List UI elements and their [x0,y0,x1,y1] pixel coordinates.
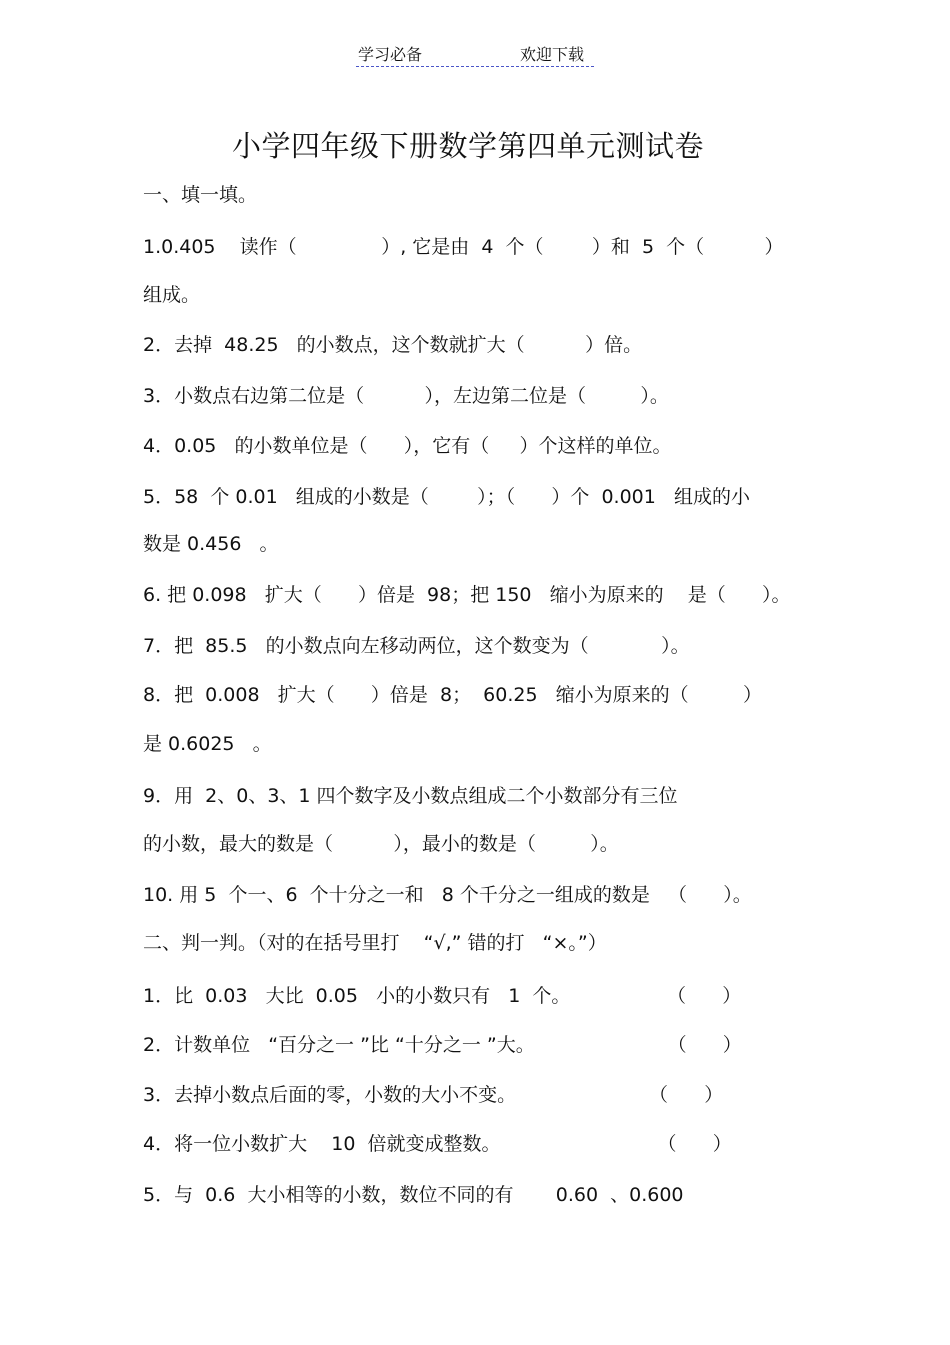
page-title: 小学四年级下册数学第四单元测试卷 [231,129,704,163]
fill-question-5a: 5．58 个 0.01 组成的小数是（ ）；（ ）个 0.001 组成的小 [143,486,750,508]
fill-question-6: 6. 把 0.098 扩大（ ）倍是 98；把 150 缩小为原来的 是（ ）。 [143,584,791,606]
section1-heading: 一、填一填。 [143,184,258,206]
fill-question-4: 4．0.05 的小数单位是（ ），它有（ ）个这样的单位。 [143,435,672,457]
fill-question-3: 3．小数点右边第二位是（ ），左边第二位是（ ）。 [143,385,669,407]
fill-question-7: 7．把 85.5 的小数点向左移动两位，这个数变为（ ）。 [143,635,690,657]
fill-question-2: 2．去掉 48.25 的小数点，这个数就扩大（ ）倍。 [143,334,643,356]
judge-question-4: 4．将一位小数扩大 10 倍就变成整数。 （ ） [143,1133,732,1155]
fill-question-8a: 8．把 0.008 扩大（ ）倍是 8； 60.25 缩小为原来的（ ） [143,684,763,706]
judge-question-1: 1．比 0.03 大比 0.05 小的小数只有 1 个。 （ ） [143,985,742,1007]
judge-question-5: 5．与 0.6 大小相等的小数，数位不同的有 0.60 、0.600 [143,1184,684,1206]
judge-question-2: 2．计数单位 “百分之一 ”比 “十分之一 ”大。 （ ） [143,1034,742,1056]
header-right-text: 欢迎下载 [520,45,585,64]
section2-heading: 二、判一判。（对的在括号里打 “√,” 错的打 “×。”） [143,932,607,954]
fill-question-1b: 组成。 [143,284,201,306]
page-header [356,40,594,67]
fill-question-1a: 1.0.405 读作（ ）, 它是由 4 个（ ）和 5 个（ ） [143,236,784,258]
judge-question-3: 3．去掉小数点后面的零，小数的大小不变。 （ ） [143,1084,724,1106]
header-left-text: 学习必备 [358,45,423,64]
fill-question-9b: 的小数，最大的数是（ ），最小的数是（ ）。 [143,833,619,855]
fill-question-8b: 是 0.6025 。 [143,733,272,755]
fill-question-9a: 9．用 2、0、3、1 四个数字及小数点组成二个小数部分有三位 [143,785,678,807]
fill-question-10: 10. 用 5 个一、6 个十分之一和 8 个千分之一组成的数是 （ ）。 [143,884,752,906]
fill-question-5b: 数是 0.456 。 [143,533,279,555]
